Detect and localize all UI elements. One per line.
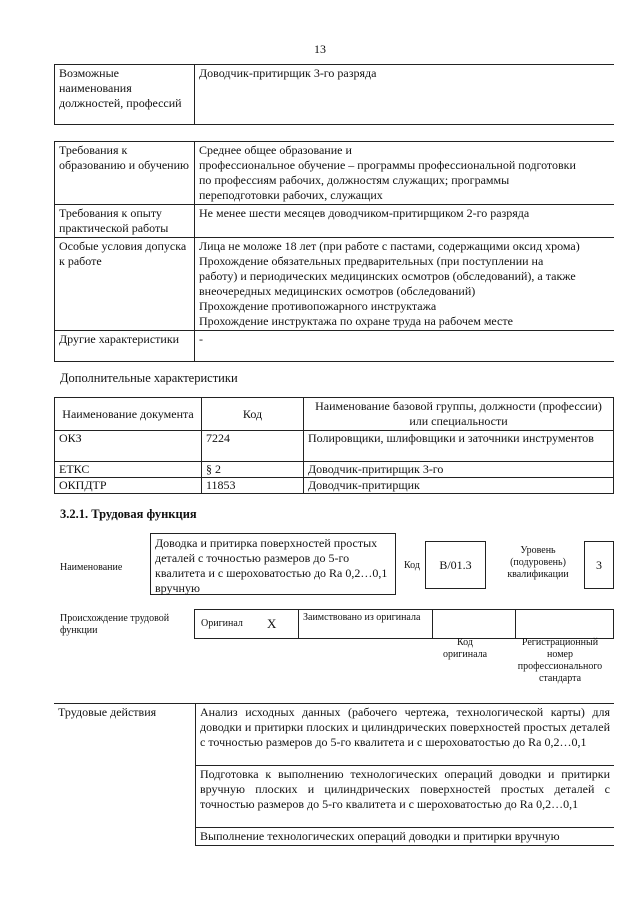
registration-number-label: Регистрационный номер профессионального стандарта xyxy=(517,637,603,684)
borrowed-label: Заимствовано из оригинала xyxy=(303,612,421,623)
cell-code: § 2 xyxy=(202,462,304,478)
code-label: Код xyxy=(404,560,420,571)
table-row xyxy=(54,704,614,766)
cell-code: 11853 xyxy=(202,478,304,494)
additional-characteristics-title: Дополнительные характеристики xyxy=(60,371,238,385)
possible-names-label: Возможные наименования должностей, профессий xyxy=(55,65,195,125)
other-characteristics-label: Другие характеристики xyxy=(55,331,195,362)
cell-doc: ОКПДТР xyxy=(55,478,202,494)
function-code-value: B/01.3 xyxy=(425,541,486,589)
origin-code-label: Код оригинала xyxy=(442,637,488,660)
labor-action-item: Подготовка к выполнению технологических операций доводки и притирки вручную плоских и цилиндрических поверхностей простых деталей с точностью размеров до 5-го квалитета и с шероховатостью до Ra 0,2…0,1 xyxy=(196,766,615,828)
cell-doc: ОКЗ xyxy=(55,431,202,462)
education-value: Среднее общее образование и профессиональное обучение – программы профессиональной подготовки по профессиям рабочих, должностям служащих; программы переподготовки рабочих, служащих xyxy=(195,142,615,205)
education-label: Требования к образованию и обучению xyxy=(55,142,195,205)
additional-characteristics-table xyxy=(54,397,614,494)
origin-box xyxy=(194,609,614,639)
header-document: Наименование документа xyxy=(55,398,202,431)
origin-label: Происхождение трудовой функции xyxy=(60,613,170,636)
cell-name: Доводчик-притирщик xyxy=(304,478,614,494)
other-characteristics-value: - xyxy=(195,331,615,362)
possible-names-value: Доводчик-притирщик 3-го разряда xyxy=(195,65,615,125)
requirements-table xyxy=(54,141,614,362)
function-name-value: Доводка и притирка поверхностей простых деталей с точностью размеров до 5-го квалитета и с шероховатостью до Ra 0,2…0,1 вручную xyxy=(150,533,396,595)
page-number: 13 xyxy=(314,42,326,56)
labor-actions-table xyxy=(54,703,614,846)
experience-label: Требования к опыту практической работы xyxy=(55,205,195,238)
table-row xyxy=(55,431,614,462)
original-mark: X xyxy=(267,616,277,631)
qualification-level-label: Уровень (подуровень) квалификации xyxy=(507,545,569,580)
labor-action-item: Анализ исходных данных (рабочего чертежа, технологической карты) для доводки и притирки плоских и цилиндрических поверхностей простых деталей с точностью размеров до 5-го квалитета и с шероховатостью до Ra 0,2…0,1 xyxy=(196,704,615,766)
cell-doc: ЕТКС xyxy=(55,462,202,478)
table-row xyxy=(55,462,614,478)
name-label: Наименование xyxy=(60,562,123,573)
experience-value: Не менее шести месяцев доводчиком-притирщиком 2-го разряда xyxy=(195,205,615,238)
header-code: Код xyxy=(202,398,304,431)
special-conditions-value: Лица не моложе 18 лет (при работе с пастами, содержащими оксид хрома) Прохождение обязательных предварительных (при поступлении на работу) и периодических медицинских осмотров (обследований), а также внеочередных медицинских осмотров (обследований) Прохождение противопожарного инструктажа Прохождение инструктажа по охране труда на рабочем месте xyxy=(195,238,615,331)
table-row xyxy=(55,478,614,494)
labor-action-item: Выполнение технологических операций доводки и притирки вручную xyxy=(196,828,615,846)
special-conditions-label: Особые условия допуска к работе xyxy=(55,238,195,331)
possible-names-table xyxy=(54,64,614,125)
original-label: Оригинал xyxy=(201,618,243,629)
cell-name: Доводчик-притирщик 3-го xyxy=(304,462,614,478)
cell-name: Полировщики, шлифовщики и заточники инструментов xyxy=(304,431,614,462)
labor-function-title: 3.2.1. Трудовая функция xyxy=(60,507,197,521)
labor-actions-label: Трудовые действия xyxy=(54,704,196,846)
cell-code: 7224 xyxy=(202,431,304,462)
header-base-group: Наименование базовой группы, должности (профессии) или специальности xyxy=(304,398,614,431)
qualification-level-value: 3 xyxy=(584,541,614,589)
